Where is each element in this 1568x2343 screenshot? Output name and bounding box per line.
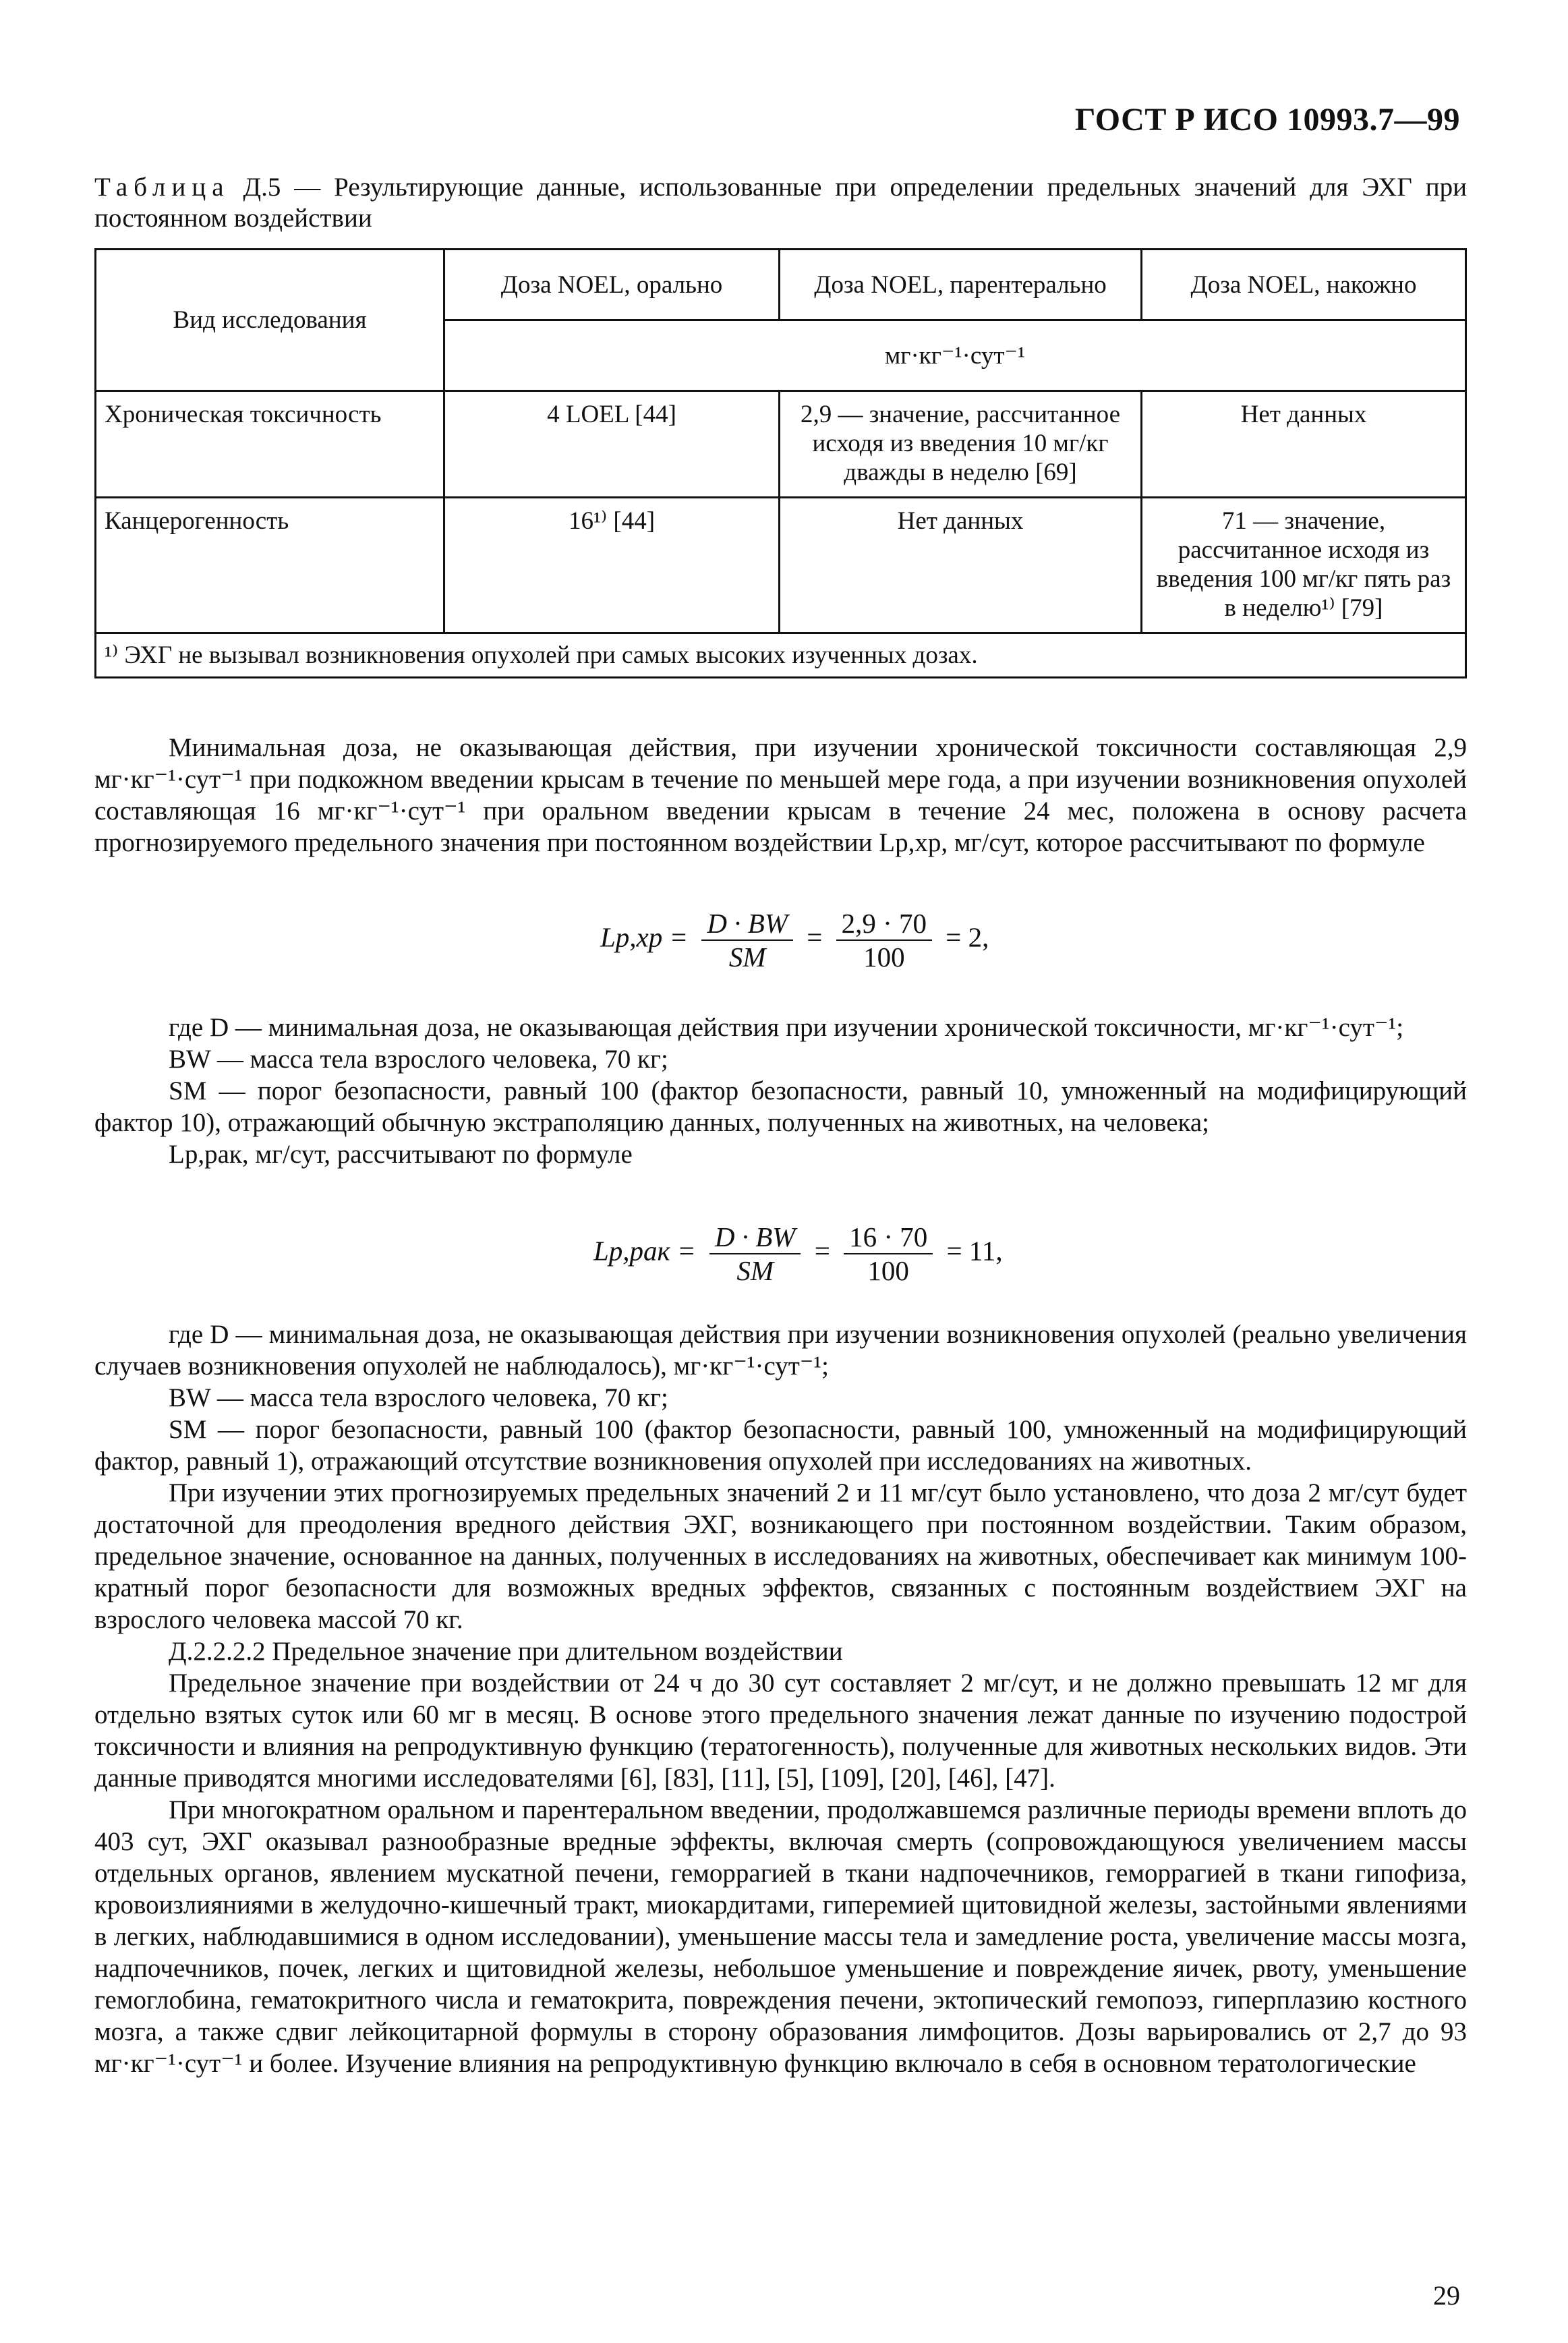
definitions-2 [94,1319,1467,2079]
col-header-oral: Доза NOEL, орально [444,250,780,320]
cell-dermal: Нет данных [1142,391,1466,498]
results-table [94,248,1467,678]
numerator: 2,9 · 70 [836,907,932,941]
table-caption-prefix: Таблица [94,173,230,202]
page-number: 29 [1433,2280,1460,2311]
col-header-parenteral: Доза NOEL, парентерально [780,250,1142,320]
denominator: 100 [867,1255,909,1286]
section-heading: Д.2.2.2.2 Предельное значение при длительном воздействии [169,1637,843,1666]
table-row [96,391,1466,498]
fraction [836,907,932,973]
formula-result: = 11, [946,1235,1003,1267]
definitions-1 [94,1012,1467,1170]
row-name: Хроническая токсичность [96,391,444,498]
table-caption [94,172,1467,234]
formula-lhs: Lp,xp = [600,921,689,953]
definition-text: SM — порог безопасности, равный 100 (фактор безопасности, равный 10, умноженный на модифицирующий фактор 10), отражающий обычную экстраполяцию данных, полученных на животных, на человека; [94,1076,1467,1137]
table-caption-text: Д.5 — Результирующие данные, использованные при определении предельных значений для ЭХГ при постоянном воздействии [94,173,1467,233]
col-header-kind: Вид исследования [96,250,444,391]
fraction [844,1221,933,1287]
paragraph-text: Предельное значение при воздействии от 24 ч до 30 сут составляет 2 мг/сут, и не должно превышать 12 мг для отдельно взятых суток или 60 мг в месяц. В основе этого предельного значения лежат данные по изучению подострой токсичности и влияния на репродуктивную функцию (тератогенность), полученные для животных нескольких видов. Эти данные приводятся многими исследователями [6], [83], [11], [5], [109], [20], [46], [47]. [94,1669,1467,1793]
denominator: 100 [863,942,905,973]
document-header: ГОСТ Р ИСО 10993.7—99 [1074,102,1460,138]
cell-parenteral: 2,9 — значение, рассчитанное исходя из введения 10 мг/кг дважды в неделю [69] [780,391,1142,498]
table-row [96,498,1466,633]
paragraph-text: При изучении этих прогнозируемых предельных значений 2 и 11 мг/сут было установлено, что доза 2 мг/сут будет достаточной для преодоления вредного действия ЭХГ, возникающего при постоянном воздействии. Таким образом, предельное значение, основанное на данных, полученных в исследованиях на животных, обеспечивает как минимум 100-кратный порог безопасности для возможных вредных эффектов, связанных с постоянным воздействием ЭХГ на взрослого человека массой 70 кг. [94,1478,1467,1634]
denominator: SM [728,942,766,973]
formula-2: Lp,рак = $\frac{D \cdot BW}{SM}$ = $\frac{16 \cdot 70}{100}$ = 11, [593,1221,1003,1286]
fraction [701,907,793,973]
fraction [709,1221,801,1287]
definition-text: где D — минимальная доза, не оказывающая действия при изучении хронической токсичности, мг·кг⁻¹·сут⁻¹; [169,1013,1404,1042]
cell-dermal: 71 — значение, рассчитанное исходя из введения 100 мг/кг пять раз в неделю¹⁾ [79] [1142,498,1466,633]
cell-oral: 4 LOEL [44] [444,391,780,498]
formula-lhs: Lp,рак = [593,1235,696,1267]
numerator: D · BW [709,1221,801,1254]
col-header-dermal: Доза NOEL, накожно [1142,250,1466,320]
paragraph-text: При многократном оральном и парентеральном введении, продолжавшемся различные периоды времени вплоть до 403 сут, ЭХГ оказывал разнообразные вредные эффекты, включая смерть (сопровождающуюся увеличением массы отдельных органов, явлением мускатной печени, геморрагией в ткани надпочечников, геморрагией в ткани гипофиза, кровоизлияниями в желудочно-кишечный тракт, миокардитами, гиперемией щитовидной железы, застойными явлениями в легких, наблюдавшимися в одном исследовании), уменьшение массы тела и замедление роста, увеличение массы мозга, надпочечников, почек, легких и щитовидной железы, небольшое уменьшение и повреждение яичек, рвоту, уменьшение гемоглобина, гематокритного числа и гематокрита, повреждения печени, эктопический гемопоэз, гиперплазию костного мозга, а также сдвиг лейкоцитарной формулы в сторону образования лимфоцитов. Дозы варьировались от 2,7 до 93 мг·кг⁻¹·сут⁻¹ и более. Изучение влияния на репродуктивную функцию включало в себя в основном тератологические [94,1795,1467,2078]
denominator: SM [736,1255,774,1286]
formula-1: Lp,xp = $\frac{D \cdot BW}{SM}$ = $\frac{2,9 \cdot 70}{100}$ = 2, [600,908,989,973]
numerator: 16 · 70 [844,1221,933,1254]
definition-text: BW — масса тела взрослого человека, 70 кг; [169,1383,668,1412]
definition-text: BW — масса тела взрослого человека, 70 кг; [169,1045,668,1074]
paragraph-1 [94,732,1467,859]
definition-text: SM — порог безопасности, равный 100 (фактор безопасности, равный 100, умноженный на модифицирующий фактор, равный 1), отражающий отсутствие возникновения опухолей при исследованиях на животных. [94,1415,1467,1476]
table-footnote: ¹⁾ ЭХГ не вызывал возникновения опухолей при самых высоких изученных дозах. [96,633,1466,678]
numerator: D · BW [701,907,793,941]
paragraph-text: Минимальная доза, не оказывающая действия, при изучении хронической токсичности составляющая 2,9 мг·кг⁻¹·сут⁻¹ при подкожном введении крысам в течение по меньшей мере года, а при изучении возникновения опухолей составляющая 16 мг·кг⁻¹·сут⁻¹ при оральном введении крысам в течение 24 мес, положена в основу расчета прогнозируемого предельного значения при постоянном воздействии Lp,xp, мг/сут, которое рассчитывают по формуле [94,733,1467,857]
formula-result: = 2, [946,921,989,953]
cell-parenteral: Нет данных [780,498,1142,633]
definition-text: где D — минимальная доза, не оказывающая действия при изучении возникновения опухолей (реально увеличения случаев возникновения опухолей не наблюдалось), мг·кг⁻¹·сут⁻¹; [94,1320,1467,1381]
col-header-unit: мг·кг⁻¹·сут⁻¹ [444,320,1466,391]
definition-text: Lp,рак, мг/сут, рассчитывают по формуле [169,1140,633,1169]
row-name: Канцерогенность [96,498,444,633]
cell-oral: 16¹⁾ [44] [444,498,780,633]
